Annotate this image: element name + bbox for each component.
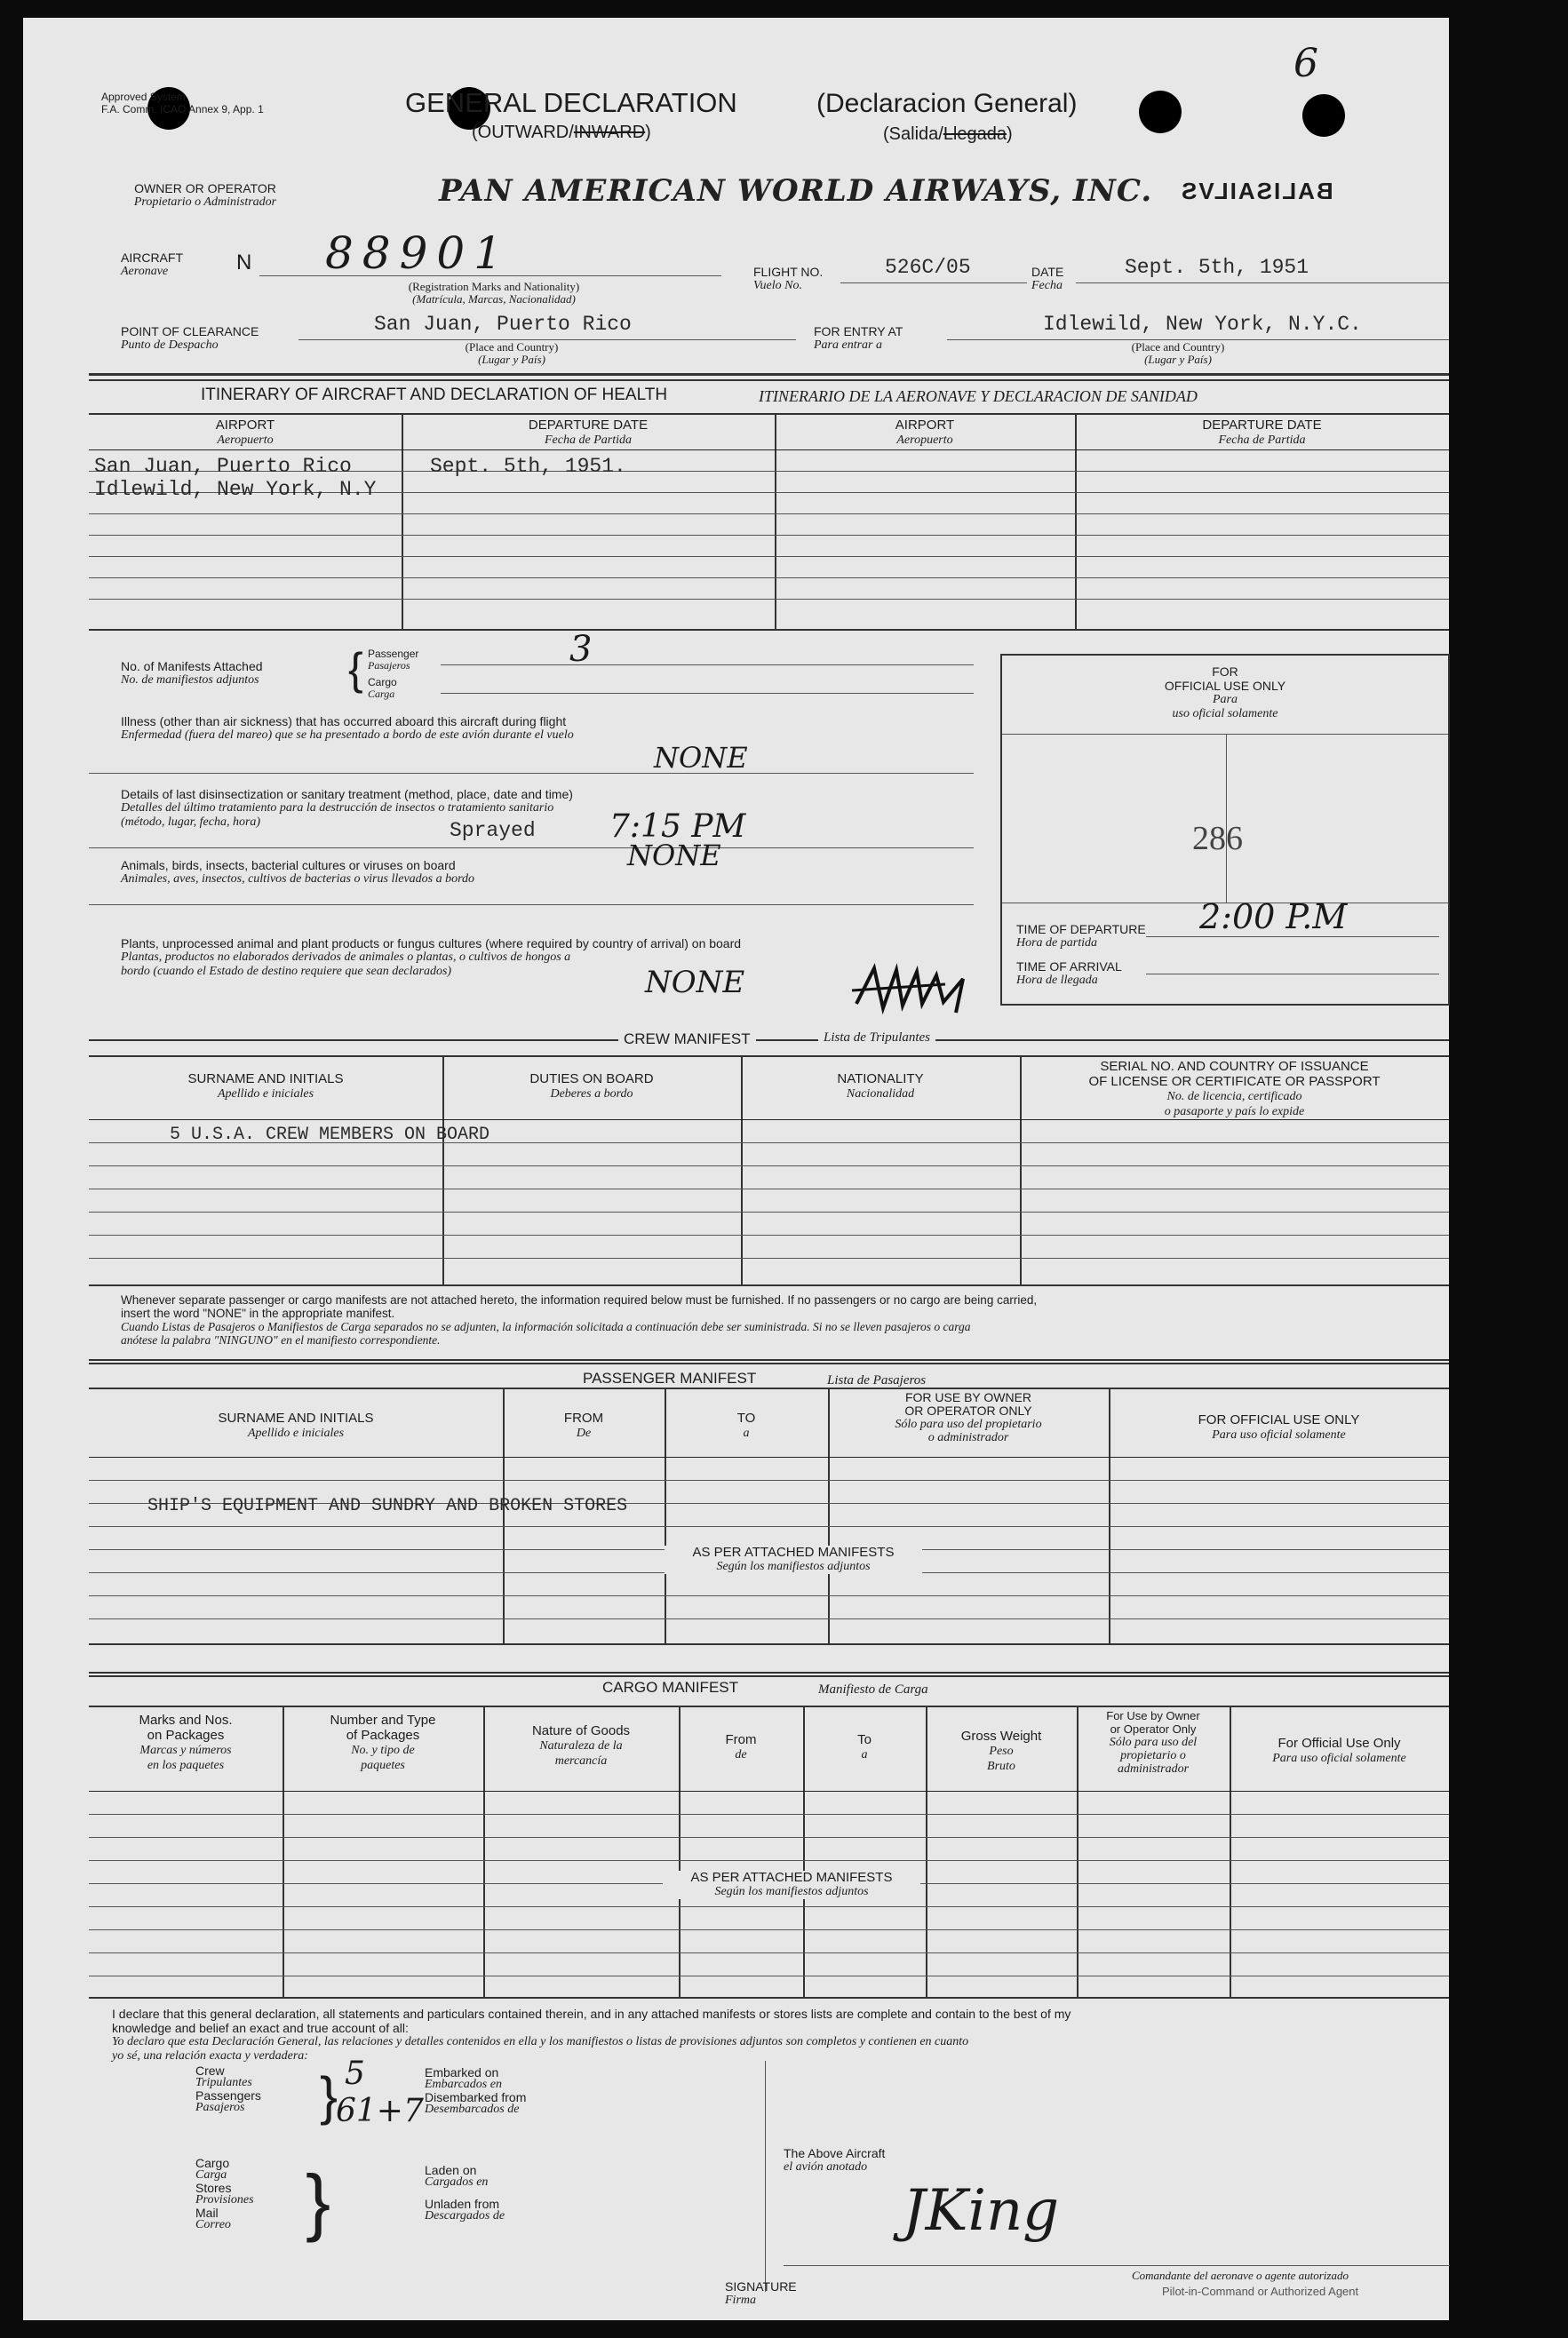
decl-cargo: Cargo (195, 2156, 230, 2170)
decl-above-aircraft: The Above Aircraft (784, 2146, 886, 2160)
cargo-col2: Number and Type (330, 1713, 436, 1728)
decl-unladen: Unladen from (425, 2197, 500, 2211)
cargo-col3-es: Naturaleza de la (539, 1739, 623, 1753)
cargo-col6-es: Bruto (987, 1760, 1015, 1773)
cargo-col7-es: administrador (1117, 1762, 1190, 1776)
manifests-label-en: No. of Manifests Attached (121, 659, 263, 673)
cargo-col5: To (857, 1732, 872, 1747)
passenger-type: Passenger (368, 648, 419, 660)
arrival-label-es: Hora de llegada (1016, 974, 1098, 987)
punch-hole (1302, 94, 1345, 137)
official-title: FOR (1212, 664, 1238, 679)
above-aircraft (784, 2146, 885, 2175)
passenger-per-attached-en: AS PER ATTACHED MANIFESTS (692, 1545, 895, 1560)
decl-crew: Crew (195, 2064, 225, 2078)
cargo-per-attached-es: Según los manifiestos adjuntos (714, 1885, 869, 1898)
decl-crew-value: 5 (345, 2056, 365, 2092)
arrival-label-en: TIME OF ARRIVAL (1016, 959, 1122, 974)
cargo-col-marks (89, 1713, 283, 1773)
plants-label-en: Plants, unprocessed animal and plant products or fungus cultures (where required by country of arrival) on board (121, 936, 742, 950)
notice-es2: anótese la palabra "NINGUNO" en el manifiesto correspondiente. (121, 1333, 441, 1347)
decl-embarked-es: Embarcados en (425, 2078, 502, 2091)
crew-entry: 5 U.S.A. CREW MEMBERS ON BOARD (170, 1125, 490, 1145)
entry-sub-en: (Place and Country) (1131, 340, 1225, 354)
clearance-label (121, 324, 259, 353)
commander-label-en: Pilot-in-Command or Authorized Agent (1162, 2285, 1359, 2298)
disinsect-label-es: Detalles del último tratamiento para la destrucción de insectos o tratamiento sanitario (121, 801, 554, 815)
cargo-col3-es: mercancía (554, 1754, 608, 1768)
declaration-form: Approved System F.A. Comm. ICAO Annex 9, App. 1 GENERAL DECLARATION (OUTWARD/INWARD) (Declaracion General) (Salida/Llegada) 6 BALISAILVS OWNER OR OPERATOR Propietario o Administrador PAN AMERICAN WORLD AIRWAYS, INC. AIRCRAFT Aeronave N 88901 (Registration Marks and Nationality) (Matrícula, Marcas, Nacionalidad) FLIGHT NO. Vuelo No. 526C/05 DATE Fecha Sept. 5th, 1951 POINT OF CLEARANCE Punto de Despacho San Juan, Puerto Rico (Place and Country) (Lugar y País) FOR ENTRY AT Para entrar a Idlewild, New York, N.Y.C. (Place and Country) (Lugar y País) ITINERARY OF AIRCRAFT AND DECLARATION OF HEALTH ITINERARIO DE LA AERONAVE Y DECLARACION DE SANIDAD AIRPORT Aeropuerto DEPARTURE DATE Fecha de Partida AIRPORT Aeropuerto DEPARTURE DATE Fecha de Partida San Juan, Puerto Rico Sept. 5th, 1951. Idlewild, New York, N.Y No. of Manifests Attached No. de manifiestos adjuntos { Passenger Pasajeros Cargo Carga 3 Illness (other than air sickness) that has occurred aboard this aircraft during flight Enfermedad (fuera del mareo) que se ha presentado a bordo de este avión durante el vuelo NONE Details of last disinsectization or sanitary treatment (method, place, date and time) Detalles del último tratamiento para la destrucción de insectos o tratamiento sanitario (método, lugar, fecha, hora) Sprayed 7:15 PM Animals, birds, insects, bacterial cultures or viruses on board Animales, aves, insectos, cultivos de bacterias o virus llevados a bordo NONE Plants, unprocessed animal and plant products or fungus cultures (where required by country of arrival) on board Plantas, productos no elaborados derivados de animales o plantas, o cultivos de hongos a bordo (cuando el Estado de destino requiere que sean declarados) NONE FOR OFFICIAL USE ONLY Para uso oficial solamente 286 TIME OF DEPARTURE Hora de partida 2:00 P.M TIME OF ARRIVAL Hora de llegada CREW MANIFEST Lista de Tripulantes SURNAME AND INITIALS Apellido e iniciales DUTIES ON BOARD Deberes a bordo NATIONALITY Nacionalidad SERIAL NO. AND COUNTRY OF ISSUANCE OF LICENSE OR CERTIFICATE OR PASSPORT No. de licencia, certificado o pasaporte y país lo expide 5 U.S.A. CREW MEMBERS ON BOARD Whenever separate passenger or cargo manifests are not attached hereto, the information required below must be furnished. If no passengers or no cargo are being carried, insert the word "NONE" in the appropriate manifest. Cuando Listas de Pasajeros o Manifiestos de Carga separados no se adjunten, la información solicitada a continuación debe ser suministrada. Si no se lleven pasajeros o carga anótese la palabra "NINGUNO" en el manifiesto correspondiente. PASSENGER MANIFEST Lista de Pasajeros SURNAME AND INITIALS Apellido e iniciales FROM De TO a FOR USE BY OWNER OR OPERATOR ONLY Sólo para uso del propietario o administrador FOR OFFICIAL USE ONLY Para uso oficial solamente SHIP'S EQUIPMENT AND SUNDRY AND BROKEN STORES AS PER ATTACHED MANIFESTS Según los manifiestos adjuntos CARGO MANIFEST Manifiesto de Carga Marks and Nos. on Packages Marcas y números en los paquetes Number and Type of Packages No. y tipo de paquetes Nature of Goods Naturaleza de la mercancía From de To a Gross Weight Peso Bruto For Use by Owner or Operator Only Sólo para uso del propietario o administrador For Official Use Only Para uso oficial solamente AS PER ATTACHED MANIFESTS Según los manifiestos adjuntos I declare that this general declaration, all statements and particulars contained therein, and in any attached manifests or stores lists are complete and contain to the best of my knowledge and belief an exact and true account of all: Yo declaro que esta Declaración General, las relaciones y detalles contenidos en ella y los manifiestos o listas de provisiones adjuntos son completos y contienen en cuanto yo sé, una relación exacta y verdadera: Crew Tripulantes Passengers Pasajeros } 5 61+7 Embarked on Embarcados en Disembarked from Desembarcados de Cargo Carga Stores Provisiones Mail Correo } Laden on Cargados en Unladen from Descargados de The Above Aircraft el avión anotado JKing SIGNATURE Firma Comandante del aeronave o agente autorizado Pilot-in-Command or Authorized Agent (23, 18, 1449, 2320)
form-title-es-direction (883, 124, 1013, 145)
cargo-col-packages (283, 1713, 483, 1773)
cargo-col-official (1230, 1736, 1449, 1766)
official-title-es: Para (1213, 693, 1238, 706)
passenger-title-es: Lista de Pasajeros (827, 1373, 927, 1388)
crew-col-nationality (741, 1071, 1020, 1101)
entry-sub-es: (Lugar y País) (1144, 353, 1212, 366)
clearance-sub-en: (Place and Country) (465, 340, 559, 354)
owner-label (121, 181, 290, 210)
departure-label (1016, 922, 1146, 950)
decl-crew-es: Tripulantes (195, 2076, 252, 2089)
crew-col4-es2: o pasaporte y país lo expide (1164, 1105, 1305, 1118)
corner-mark: 6 (1293, 41, 1318, 86)
itinerary-airport-header-2 (775, 418, 1075, 448)
header-airport-es: Aeropuerto (217, 433, 274, 447)
aircraft-sub (361, 281, 627, 306)
disinsect-label-en: Details of last disinsectization or sanitary treatment (method, place, date and time) (121, 787, 573, 801)
cargo-col3: Nature of Goods (531, 1723, 631, 1738)
cargo-col5-es: a (861, 1748, 868, 1761)
aircraft-registration: 88901 (325, 227, 512, 279)
approval-line: F.A. Comm. ICAO Annex 9, App. 1 (101, 103, 264, 115)
illness-label-en: Illness (other than air sickness) that has occurred aboard this aircraft during flight (121, 714, 567, 728)
official-stamp-number: 286 (1192, 820, 1243, 857)
disinsect-value: Sprayed (450, 819, 536, 842)
itinerary-airport-header (89, 418, 402, 448)
stamp-text: BALISAILVS (1180, 178, 1333, 204)
passenger-col3: TO (736, 1411, 756, 1426)
passenger-per-attached (665, 1546, 922, 1574)
header-airport: AIRPORT (895, 418, 955, 433)
flight-label (753, 265, 823, 293)
passenger-col-official (1109, 1412, 1449, 1443)
owner-label-es: Propietario o Administrador (133, 195, 277, 209)
form-title-direction (472, 123, 651, 143)
clearance-label-es: Punto de Despacho (121, 338, 219, 352)
crew-col4b: OF LICENSE OR CERTIFICATE OR PASSPORT (1088, 1074, 1381, 1089)
direction-es-struck: Llegada (943, 124, 1007, 144)
decl-stores-es: Provisiones (195, 2193, 254, 2207)
notice-es: Cuando Listas de Pasajeros o Manifiestos de Carga separados no se adjunten, la información solicitada a continuación debe ser suministrada. Si no se lleven pasajeros o carga (121, 1320, 971, 1333)
decl-disembarked-es: Desembarcados de (425, 2103, 520, 2116)
entry-label-en: FOR ENTRY AT (814, 324, 903, 338)
cargo-col1-es: Marcas y números (139, 1744, 232, 1757)
itinerary-date-header (402, 418, 775, 448)
cargo-stores-labels (195, 2157, 254, 2231)
direction-suffix: ) (645, 123, 651, 142)
decl-laden: Laden on (425, 2163, 477, 2177)
manifest-notice (121, 1293, 1037, 1347)
header-date: DEPARTURE DATE (1202, 418, 1322, 433)
approval-note (101, 91, 264, 115)
clearance-label-en: POINT OF CLEARANCE (121, 324, 259, 338)
manifests-label-es: No. de manifiestos adjuntos (121, 673, 259, 687)
crew-col4a: SERIAL NO. AND COUNTRY OF ISSUANCE (1100, 1059, 1369, 1074)
commander-signature: JKing (903, 2178, 1060, 2244)
declaration-text (112, 2008, 1071, 2063)
itinerary-row1-date: Sept. 5th, 1951. (430, 455, 626, 478)
passenger-col-surname (89, 1411, 503, 1441)
direction-es-prefix: (Salida/ (883, 124, 943, 144)
crew-title-es: Lista de Tripulantes (818, 1030, 935, 1046)
passenger-col5-es: Para uso oficial solamente (1212, 1428, 1346, 1442)
punch-hole (1139, 91, 1182, 133)
header-date-es: Fecha de Partida (545, 433, 632, 447)
plants-label-es2: bordo (cuando el Estado de destino requiere que sean declarados) (121, 965, 452, 978)
header-airport: AIRPORT (215, 418, 275, 433)
crew-col2-es: Deberes a bordo (550, 1087, 633, 1101)
embark-labels (425, 2066, 526, 2116)
cargo-type: Cargo (368, 676, 397, 688)
date-label-en: DATE (1031, 265, 1064, 279)
notice-en: Whenever separate passenger or cargo manifests are not attached hereto, the information required below must be furnished. If no passengers or no cargo are being carried, (121, 1293, 1038, 1307)
illness-value: NONE (654, 741, 748, 775)
cargo-col8: For Official Use Only (1277, 1736, 1401, 1751)
cargo-col1: on Packages (147, 1728, 225, 1743)
form-title: GENERAL DECLARATION (405, 87, 737, 118)
decl-cargo-es: Carga (195, 2168, 227, 2182)
cargo-col8-es: Para uso oficial solamente (1272, 1752, 1406, 1765)
form-title-es: (Declaracion General) (816, 89, 1078, 118)
cargo-col-owner (1077, 1709, 1230, 1776)
itinerary-title: ITINERARY OF AIRCRAFT AND DECLARATION OF HEALTH (201, 386, 668, 404)
official-use-heading (1000, 664, 1450, 721)
itinerary-title-es: ITINERARIO DE LA AERONAVE Y DECLARACION DE SANIDAD (759, 387, 1198, 405)
disinsect-time: 7:15 PM (609, 808, 746, 845)
passenger-col2-es: De (576, 1427, 592, 1440)
approval-line: Approved System (101, 91, 186, 103)
entry-value: Idlewild, New York, N.Y.C. (1043, 313, 1362, 336)
entry-label (814, 324, 903, 353)
decl-passengers: Passengers (195, 2088, 261, 2103)
cargo-col6: Gross Weight (960, 1729, 1042, 1744)
notice-en2: insert the word "NONE" in the appropriate manifest. (121, 1307, 395, 1320)
declaration-en2: knowledge and belief an exact and true account of all: (112, 2020, 409, 2035)
header-date-es: Fecha de Partida (1218, 433, 1306, 447)
passenger-col3-es: a (743, 1427, 750, 1440)
declaration-es2: yo sé, una relación exacta y verdadera: (112, 2048, 308, 2063)
animals-label-es: Animales, aves, insectos, cultivos de bacterias o virus llevados a bordo (121, 872, 475, 886)
passenger-col4a: FOR USE BY OWNER (904, 1390, 1032, 1404)
manifests-types (368, 648, 418, 700)
crew-col2: DUTIES ON BOARD (529, 1071, 654, 1086)
itinerary-row1-airport: San Juan, Puerto Rico (94, 455, 352, 478)
cargo-type-es: Carga (368, 688, 395, 700)
declaration-en: I declare that this general declaration, all statements and particulars contained therein, and in any attached manifests or stores lists are complete and contain to the best of my (112, 2007, 1071, 2021)
owner-label-en: OWNER OR OPERATOR (134, 181, 276, 195)
cargo-col4-es: de (735, 1748, 747, 1761)
initials-scribble (848, 959, 981, 1022)
crew-col1: SURNAME AND INITIALS (187, 1071, 344, 1086)
decl-signature-label-es: Firma (725, 2294, 756, 2307)
aircraft-prefix: N (236, 250, 252, 274)
passenger-col4-es2: o administrador (927, 1431, 1009, 1444)
passenger-col2: FROM (563, 1411, 604, 1426)
clearance-value: San Juan, Puerto Rico (374, 313, 632, 336)
cargo-col-from (679, 1732, 803, 1762)
cargo-col4: From (725, 1732, 757, 1747)
cargo-col7: or Operator Only (1110, 1722, 1197, 1736)
header-airport-es: Aeropuerto (896, 433, 953, 447)
clearance-sub-es: (Lugar y País) (478, 353, 545, 366)
crew-col3-es: Nacionalidad (846, 1087, 915, 1101)
passenger-type-es: Pasajeros (368, 659, 410, 672)
illness-label (121, 714, 574, 743)
passenger-entry: SHIP'S EQUIPMENT AND SUNDRY AND BROKEN STORES (147, 1496, 628, 1516)
animals-value: NONE (627, 839, 721, 872)
passenger-col-to (665, 1411, 828, 1441)
animals-label (121, 858, 474, 887)
cargo-col-nature (483, 1723, 679, 1769)
cargo-col6-es: Peso (989, 1745, 1014, 1758)
passenger-col-from (503, 1411, 665, 1441)
disinsect-label-es2: (método, lugar, fecha, hora) (121, 815, 261, 829)
decl-embarked: Embarked on (425, 2065, 499, 2080)
passenger-col-owner (828, 1391, 1109, 1444)
cargo-col1: Marks and Nos. (139, 1713, 233, 1728)
aircraft-label (121, 250, 183, 279)
cargo-col2-es: No. y tipo de (351, 1744, 415, 1757)
arrival-label (1016, 959, 1122, 988)
laden-labels (425, 2164, 505, 2223)
aircraft-label-en: AIRCRAFT (121, 250, 183, 265)
decl-signature-label: SIGNATURE (725, 2279, 797, 2294)
aircraft-label-es: Aeronave (121, 265, 169, 278)
commander-label: Comandante del aeronave o agente autorizado (1132, 2269, 1349, 2282)
clearance-sub (405, 341, 618, 366)
owner-value: PAN AMERICAN WORLD AIRWAYS, INC. (439, 173, 1153, 209)
entry-sub (1089, 341, 1267, 366)
passenger-manifest-count: 3 (569, 629, 593, 670)
passenger-col4b: OR OPERATOR ONLY (904, 1404, 1032, 1418)
cargo-col2-es: paquetes (361, 1759, 405, 1772)
passenger-title: PASSENGER MANIFEST (583, 1370, 757, 1387)
manifests-label (121, 659, 263, 688)
departure-time: 2:00 P.M (1199, 897, 1348, 936)
crew-col1-es: Apellido e iniciales (217, 1087, 314, 1101)
crew-col-license (1020, 1059, 1449, 1119)
cargo-col7: For Use by Owner (1106, 1709, 1200, 1722)
flight-number: 526C/05 (885, 256, 971, 279)
date-label-es: Fecha (1031, 279, 1063, 292)
plants-value: NONE (645, 965, 745, 1000)
decl-laden-es: Cargados en (425, 2175, 489, 2189)
crew-title: CREW MANIFEST (618, 1030, 756, 1048)
cargo-col2: of Packages (346, 1728, 420, 1743)
animals-label-en: Animals, birds, insects, bacterial cultures or viruses on board (121, 858, 456, 872)
crew-col-surname (89, 1071, 442, 1101)
cargo-per-attached-en: AS PER ATTACHED MANIFESTS (690, 1870, 893, 1885)
flight-label-en: FLIGHT NO. (753, 265, 824, 279)
cargo-per-attached (663, 1871, 920, 1899)
decl-disembarked: Disembarked from (425, 2090, 527, 2104)
cargo-col-to (803, 1732, 926, 1762)
cargo-title-es: Manifiesto de Carga (818, 1682, 928, 1697)
entry-label-es: Para entrar a (814, 338, 882, 352)
header-date: DEPARTURE DATE (528, 418, 649, 433)
signature-label (725, 2279, 797, 2308)
cargo-col7-es: propietario o (1120, 1749, 1186, 1762)
itinerary-row2-airport: Idlewild, New York, N.Y (94, 478, 377, 501)
official-title2: OFFICIAL USE ONLY (1164, 679, 1286, 693)
decl-mail-es: Correo (195, 2218, 231, 2231)
departure-label-en: TIME OF DEPARTURE (1016, 922, 1146, 936)
decl-unladen-es: Descargados de (425, 2209, 505, 2223)
itinerary-date-header-2 (1075, 418, 1449, 448)
decl-passengers-es: Pasajeros (195, 2101, 245, 2114)
crew-col4-es: No. de licencia, certificado (1166, 1090, 1302, 1103)
decl-stores: Stores (195, 2181, 232, 2195)
illness-label-es: Enfermedad (fuera del mareo) que se ha presentado a bordo de este avión durante el vuelo (121, 728, 574, 742)
departure-label-es: Hora de partida (1016, 936, 1097, 950)
direction-struck: INWARD (573, 123, 646, 142)
crew-col-duties (442, 1071, 741, 1101)
crew-col3: NATIONALITY (837, 1071, 924, 1086)
passenger-per-attached-es: Según los manifiestos adjuntos (716, 1560, 871, 1573)
cargo-col7-es: Sólo para uso del (1109, 1736, 1198, 1749)
flight-label-es: Vuelo No. (753, 279, 802, 292)
official-title-es2: uso oficial solamente (1172, 707, 1278, 720)
decl-above-aircraft-es: el avión anotado (784, 2160, 868, 2174)
crew-passenger-labels (195, 2064, 261, 2114)
passenger-col1-es: Apellido e iniciales (247, 1427, 345, 1440)
aircraft-sub-en: (Registration Marks and Nationality) (408, 280, 580, 293)
passenger-col5: FOR OFFICIAL USE ONLY (1198, 1412, 1360, 1427)
aircraft-sub-es: (Matrícula, Marcas, Nacionalidad) (412, 292, 576, 306)
cargo-title: CARGO MANIFEST (602, 1679, 739, 1696)
flight-date: Sept. 5th, 1951 (1125, 256, 1309, 279)
passenger-col4-es: Sólo para uso del propietario (895, 1418, 1042, 1431)
cargo-col1-es: en los paquetes (147, 1759, 225, 1772)
passenger-col1: SURNAME AND INITIALS (218, 1411, 374, 1426)
direction-es-suffix: ) (1007, 124, 1013, 144)
plants-label-es: Plantas, productos no elaborados derivados de animales o plantas, o cultivos de hongos a (121, 950, 571, 964)
direction-prefix: (OUTWARD/ (472, 123, 574, 142)
declaration-es: Yo declaro que esta Declaración General, las relaciones y detalles contenidos en ella y los manifiestos o listas de provisiones adjuntos son completos y contienen en cuanto (112, 2035, 969, 2048)
date-label (1031, 265, 1063, 293)
decl-passengers-value: 61+7 (336, 2093, 424, 2129)
cargo-col-weight (926, 1729, 1077, 1774)
decl-mail: Mail (195, 2206, 219, 2220)
